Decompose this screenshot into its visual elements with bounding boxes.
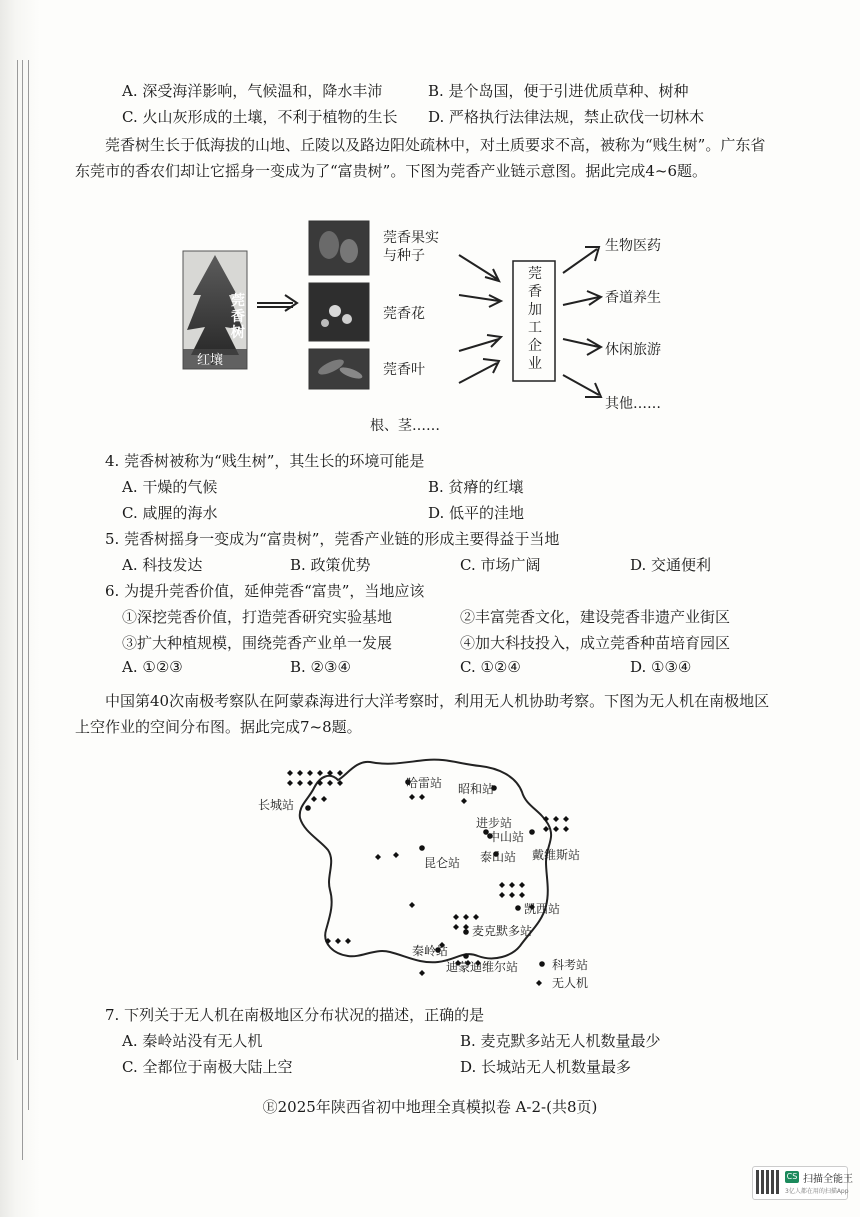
legend-drone-label: 无人机 (552, 976, 589, 990)
scanner-app-subtitle: 3亿人都在用的扫描App (785, 1188, 849, 1195)
q7-option-c: C. 全都位于南极大陆上空 (122, 1058, 293, 1076)
station-label-davis: 戴维斯站 (532, 848, 581, 862)
intro-questions-7-8: 中国第40次南极考察队在阿蒙森海进行大洋考察时，利用无人机协助考察。下图为无人机在南极地区上空作业的空间分布图。据此完成7~8题。 (75, 692, 770, 736)
output-others: 其他…… (605, 396, 661, 412)
q5-option-a: A. 科技发达 (122, 556, 203, 574)
arrow-tree-to-parts (257, 295, 297, 311)
station-label-taishan: 泰山站 (480, 850, 517, 864)
q3-option-b: B. 是个岛国，便于引进优质草种、树种 (428, 82, 689, 100)
part-flower-label: 莞香花 (383, 306, 425, 322)
part-more-label: 根、茎…… (370, 418, 440, 434)
q7-stem: 7. 下列关于无人机在南极地区分布状况的描述，正确的是 (105, 1006, 485, 1024)
industry-chain-diagram (175, 215, 735, 440)
enterprise-label: 莞香加工企业 (528, 266, 542, 372)
station-label-great-wall: 长城站 (258, 798, 295, 812)
station-label-halley: 哈雷站 (406, 776, 443, 790)
legend-station-label: 科考站 (552, 958, 589, 972)
intro-questions-4-6: 莞香树生长于低海拔的山地、丘陵以及路边阳处疏林中，对土质要求不高，被称为“贱生树”。广东省东莞市的香农们却让它摇身一变成为了“富贵树”。下图为莞香产业链示意图。据此完成4~6题。 (75, 136, 766, 180)
station-label-progress: 进步站 (476, 816, 513, 830)
q4-option-a: A. 干燥的气候 (122, 478, 218, 496)
q6-stem: 6. 为提升莞香价值，延伸莞香“富贵”，当地应该 (105, 582, 425, 600)
soil-label: 红壤 (197, 353, 224, 368)
scanner-logo-icon: CS (786, 1172, 798, 1181)
tree-label: 莞香树 (231, 293, 245, 341)
legend-drone-diamond (536, 980, 542, 986)
q4-option-d: D. 低平的洼地 (428, 504, 525, 522)
q7-option-d: D. 长城站无人机数量最多 (460, 1058, 632, 1076)
station-label-dumont: 迪蒙迪维尔站 (446, 960, 519, 974)
q5-option-b: B. 政策优势 (290, 556, 371, 574)
part-fruit-label: 莞香果实 与种子 (383, 230, 439, 264)
q5-option-c: C. 市场广阔 (460, 556, 541, 574)
fruit-photo (309, 221, 369, 275)
q5-stem: 5. 莞香树摇身一变成为“富贵树”，莞香产业链的形成主要得益于当地 (105, 530, 560, 548)
legend-station-dot (539, 961, 545, 967)
q6-option-d: D. ①③④ (630, 658, 692, 676)
station-label-syowa: 昭和站 (458, 782, 495, 796)
q7-option-a: A. 秦岭站没有无人机 (122, 1032, 263, 1050)
q4-stem: 4. 莞香树被称为“贱生树”，其生长的环境可能是 (105, 452, 425, 470)
q3-option-d: D. 严格执行法律法规，禁止砍伐一切林木 (428, 108, 705, 126)
part-leaf-label: 莞香叶 (383, 362, 425, 378)
scanner-app-name: 扫描全能王 (803, 1174, 853, 1185)
station-label-mcmurdo: 麦克默多站 (472, 924, 533, 938)
arrows-parts-to-enterprise (459, 255, 501, 383)
page-edge-shadow (0, 0, 40, 1217)
q3-option-c: C. 火山灰形成的土壤，不利于植物的生长 (122, 108, 398, 126)
q4-option-b: B. 贫瘠的红壤 (428, 478, 524, 496)
q4-option-c: C. 咸腥的海水 (122, 504, 218, 522)
qr-code-icon (756, 1170, 780, 1194)
station-label-qinling: 秦岭站 (412, 944, 449, 958)
station-label-casey: 凯西站 (524, 902, 561, 916)
output-leisure-tourism: 休闲旅游 (605, 342, 661, 358)
q6-statement-1: ①深挖莞香价值，打造莞香研究实验基地 (122, 608, 393, 626)
q7-option-b: B. 麦克默多站无人机数量最少 (460, 1032, 661, 1050)
arrows-enterprise-to-outputs (563, 247, 601, 397)
q6-statement-4: ④加大科技投入，成立莞香种苗培育园区 (460, 634, 731, 652)
antarctica-drone-map (250, 750, 610, 995)
q6-statement-3: ③扩大种植规模，围绕莞香产业单一发展 (122, 634, 393, 652)
leaf-photo (309, 349, 369, 389)
station-label-kunlun: 昆仑站 (424, 856, 461, 870)
q5-option-d: D. 交通便利 (630, 556, 712, 574)
page-footer: Ⓔ2025年陕西省初中地理全真模拟卷 A-2-(共8页) (262, 1098, 598, 1116)
q6-statement-2: ②丰富莞香文化，建设莞香非遗产业街区 (460, 608, 731, 626)
scanner-watermark (752, 1166, 853, 1200)
q6-option-b: B. ②③④ (290, 658, 351, 676)
q6-option-c: C. ①②④ (460, 658, 521, 676)
q3-option-a: A. 深受海洋影响，气候温和，降水丰沛 (122, 82, 383, 100)
output-bio-medicine: 生物医药 (605, 238, 661, 254)
output-incense-wellness: 香道养生 (605, 290, 661, 306)
station-label-zhongshan: 中山站 (488, 830, 525, 844)
q6-option-a: A. ①②③ (122, 658, 183, 676)
